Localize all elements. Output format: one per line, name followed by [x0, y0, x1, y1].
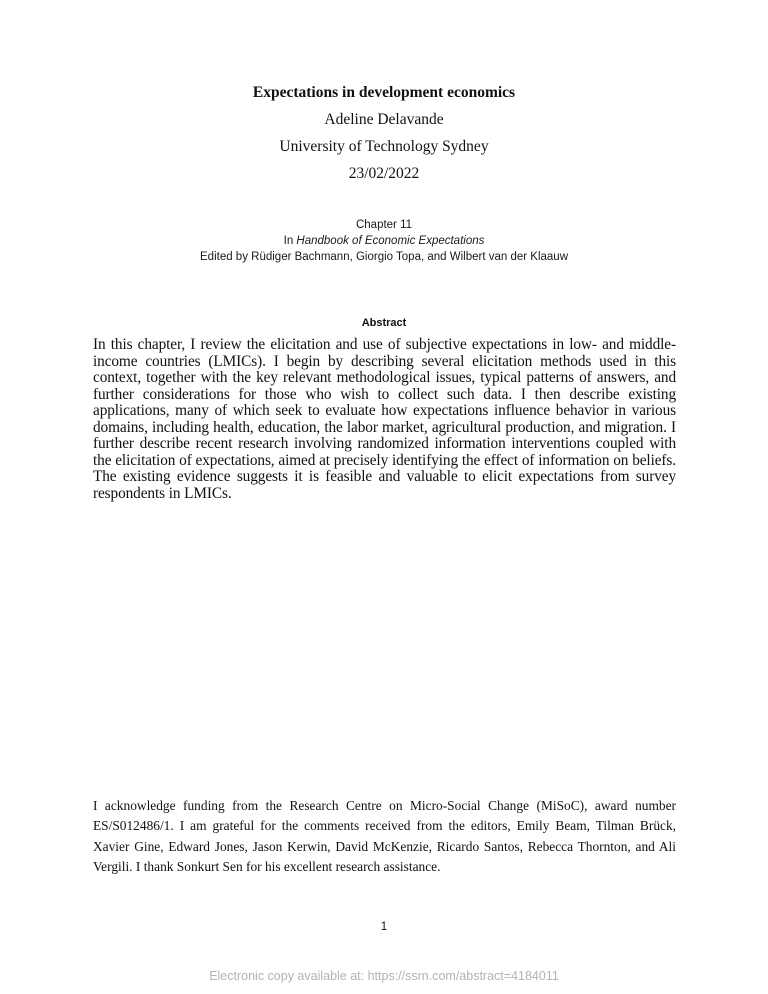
- chapter-book-line: [0, 235, 768, 247]
- paper-date: 23/02/2022: [348, 165, 420, 182]
- book-prefix: In: [283, 235, 297, 247]
- abstract-heading: Abstract: [361, 317, 407, 329]
- chapter-editors: Edited by Rüdiger Bachmann, Giorgio Topa, and Wilbert van der Klaauw: [200, 251, 568, 263]
- author-affiliation: University of Technology Sydney: [279, 138, 489, 155]
- book-title: Handbook of Economic Expectations: [296, 235, 485, 247]
- author-name: Adeline Delavande: [324, 111, 444, 128]
- chapter-number: Chapter 11: [355, 219, 413, 231]
- abstract-text: In this chapter, I review the elicitation and use of subjective expectations in low- and middle-income countries (LMICs). I begin by describing several elicitation methods used in this context, together with the key relevant methodological issues, typical patterns of answers, and further considerations for those who wish to collect such data. I then describe existing applications, many of which seek to evaluate how expectations influence behavior in various domains, including health, education, the labor market, agricultural production, and migration. I further describe recent research involving randomized information interventions coupled with the elicitation of expectations, aimed at precisely identifying the effect of information on beliefs. The existing evidence suggests it is feasible and valuable to elicit expectations from survey respondents in LMICs.: [93, 336, 676, 502]
- ssrn-copy-note: Electronic copy available at: https://ssrn.com/abstract=4184011: [209, 969, 559, 983]
- page-number: 1: [380, 921, 388, 933]
- paper-title: Expectations in development economics: [252, 84, 516, 101]
- acknowledgement-footnote: I acknowledge funding from the Research Centre on Micro-Social Change (MiSoC), award number ES/S012486/1. I am grateful for the comments received from the editors, Emily Beam, Tilman Brück, Xavier Gine, Edward Jones, Jason Kerwin, David McKenzie, Ricardo Santos, Rebecca Thornton, and Ali Vergili. I thank Sonkurt Sen for his excellent research assistance.: [93, 798, 676, 874]
